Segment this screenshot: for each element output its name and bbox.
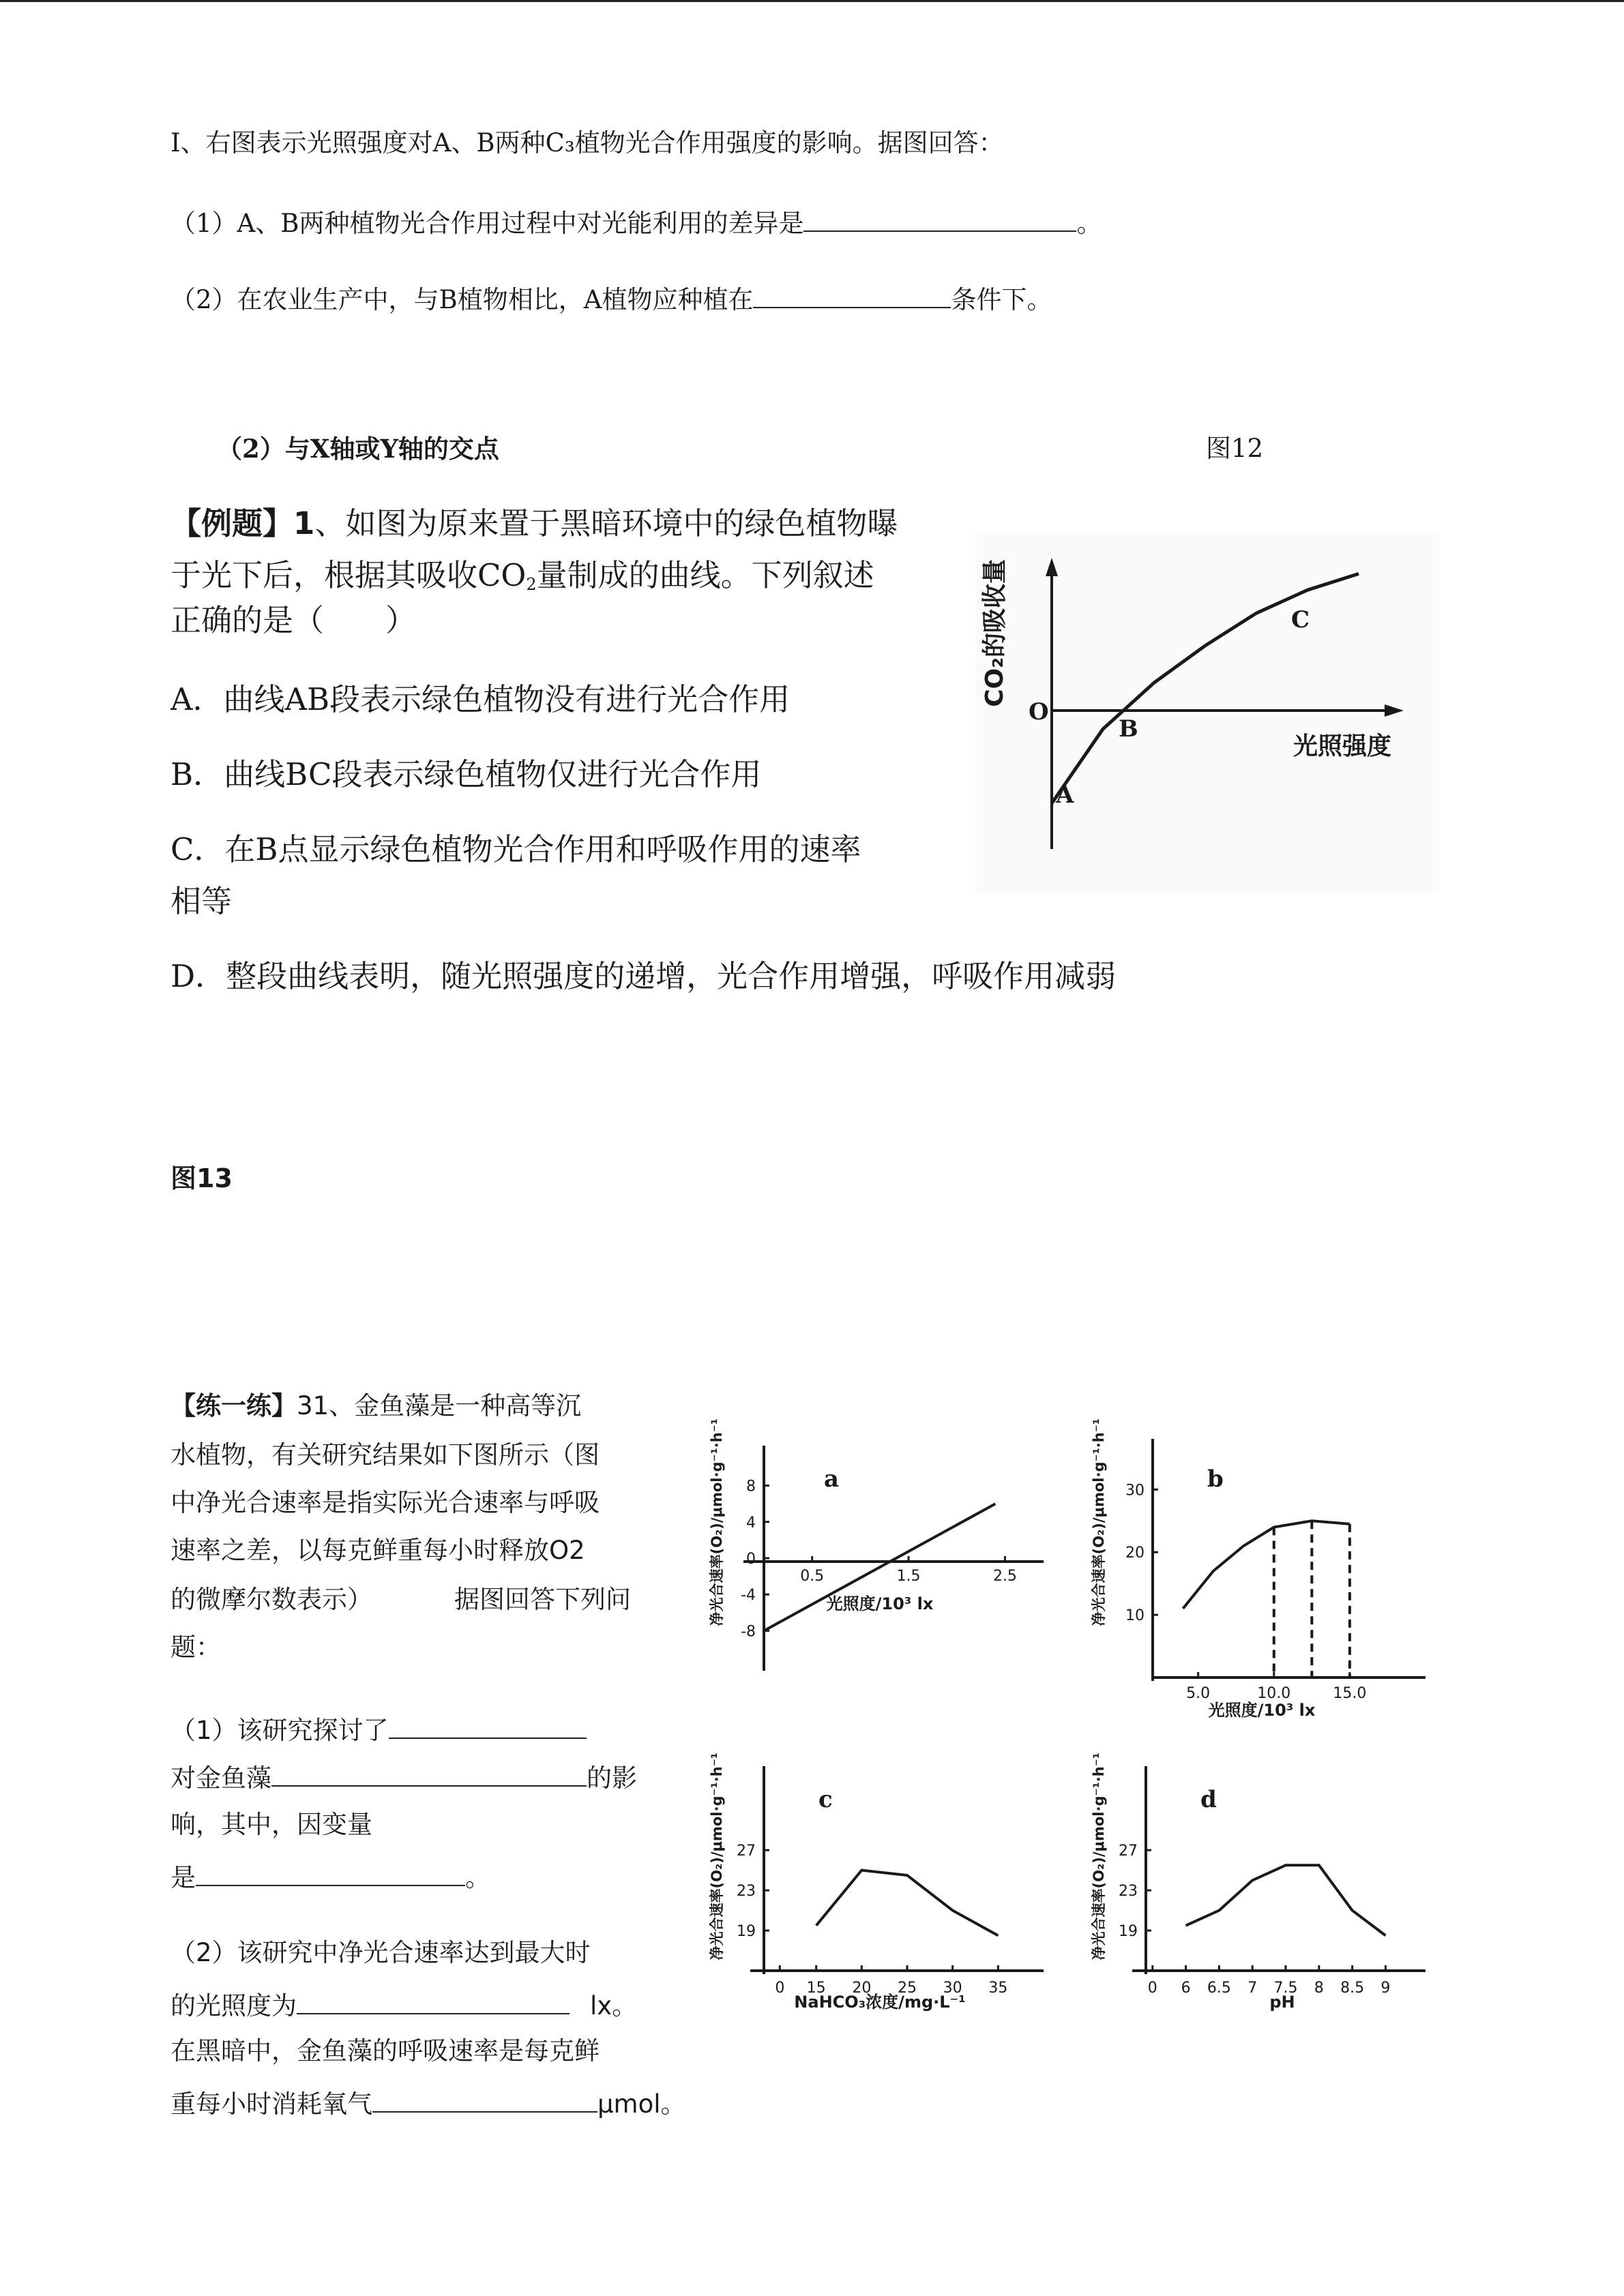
panel-a-ylabel: 净光合速率(O₂)/μmol·g⁻¹·h⁻¹ [709, 1418, 725, 1626]
y-axis-label: CO₂的吸收量 [981, 559, 1009, 707]
x-tick-label: 25 [898, 1980, 917, 1997]
y-tick-label: 27 [737, 1843, 756, 1860]
y-tick-label: 0 [746, 1551, 756, 1568]
practice-q1-line-1: （1）该研究探讨了 [171, 1710, 587, 1747]
option-c-continued: 相等 [171, 883, 233, 919]
x-tick-label: 8 [1314, 1980, 1324, 1997]
x-tick-label: 20 [852, 1980, 872, 1997]
answer-blank[interactable] [753, 280, 951, 308]
y-tick-label: 4 [746, 1514, 756, 1532]
y-tick-label: 19 [1119, 1923, 1138, 1941]
panel-b-letter: b [1207, 1465, 1224, 1493]
answer-blank[interactable] [389, 1710, 587, 1739]
x-tick-label: 35 [988, 1980, 1008, 1997]
series-line [1186, 1865, 1386, 1935]
option-a: A．曲线AB段表示绿色植物没有进行光合作用 [171, 681, 791, 717]
x-tick-label: 1.5 [896, 1568, 921, 1585]
answer-blank[interactable] [372, 2084, 597, 2113]
chart-panel-b [1084, 1405, 1453, 1732]
example-line-3: 正确的是（ ） [171, 602, 417, 638]
panel-b-xlabel: 光照度/10³ lx [1208, 1701, 1316, 1720]
x-tick-label: 0 [1147, 1980, 1157, 1997]
point-b-label: B [1119, 715, 1138, 743]
answer-blank[interactable] [803, 203, 1076, 232]
practice-line-5: 的微摩尔数表示） 据图回答下列问 [171, 1585, 631, 1614]
section1-intro: Ⅰ、右图表示光照强度对A、B两种C₃植物光合作用强度的影响。据图回答： [171, 128, 1004, 158]
figure-12-chart [975, 532, 1439, 893]
practice-q2-line-1: （2）该研究中净光合速率达到最大时 [171, 1938, 591, 1967]
x-axis-label: 光照强度 [1293, 732, 1391, 760]
y-tick-label: -8 [741, 1623, 756, 1641]
chart-panel-a [703, 1405, 1071, 1698]
practice-line-6: 题： [171, 1632, 221, 1662]
practice-q1-line-4: 是 。 [171, 1858, 490, 1894]
y-tick-label: 27 [1119, 1843, 1138, 1860]
option-d: D．整段曲线表明，随光照强度的递增，光合作用增强，呼吸作用减弱 [171, 958, 1117, 994]
chart-panel-c [703, 1739, 1071, 2025]
answer-blank[interactable] [297, 1986, 570, 2014]
panel-c-ylabel: 净光合速率(O₂)/μmol·g⁻¹·h⁻¹ [709, 1753, 725, 1960]
y-tick-label: 10 [1125, 1607, 1145, 1625]
section1-question-2: （2）在农业生产中，与B植物相比，A植物应种植在 条件下。 [171, 280, 1052, 316]
x-tick-label: 6.5 [1207, 1980, 1231, 1997]
practice-line-1: 【练一练】31、金鱼藻是一种高等沉 [171, 1391, 582, 1420]
x-tick-label: 10.0 [1257, 1685, 1291, 1702]
x-tick-label: 15.0 [1333, 1685, 1367, 1702]
option-b: B．曲线BC段表示绿色植物仅进行光合作用 [171, 756, 762, 792]
x-tick-label: 9 [1381, 1980, 1391, 1997]
practice-q2-line-4: 重每小时消耗氧气 μmol。 [171, 2084, 686, 2121]
practice-q1-line-3: 响，其中，因变量 [171, 1810, 372, 1839]
section-heading: （2）与X轴或Y轴的交点 [217, 434, 499, 464]
x-tick-label: 15 [806, 1980, 826, 1997]
panel-d-letter: d [1200, 1786, 1217, 1813]
section1-question-1: （1）A、B两种植物光合作用过程中对光能利用的差异是 。 [171, 203, 1102, 240]
chart-panel-d [1084, 1739, 1453, 2025]
practice-line-4: 速率之差，以每克鲜重每小时释放O2 [171, 1536, 585, 1565]
panel-b-ylabel: 净光合速率(O₂)/μmol·g⁻¹·h⁻¹ [1091, 1418, 1107, 1626]
y-tick-label: -4 [741, 1587, 756, 1605]
figure-12-label: 图12 [1206, 434, 1264, 463]
practice-line-3: 中净光合速率是指实际光合速率与呼吸 [171, 1488, 600, 1517]
panel-a-letter: a [824, 1465, 840, 1493]
y-tick-label: 23 [737, 1883, 756, 1900]
answer-blank[interactable] [196, 1858, 465, 1886]
practice-q2-line-2: 的光照度为 lx。 [171, 1986, 637, 2023]
point-a-label: A [1056, 781, 1074, 809]
panel-a-xlabel: 光照度/10³ lx [826, 1594, 934, 1613]
x-tick-label: 7.5 [1273, 1980, 1298, 1997]
figure-13-label: 图13 [171, 1163, 233, 1193]
point-c-label: C [1291, 606, 1310, 633]
x-tick-label: 8.5 [1340, 1980, 1365, 1997]
y-tick-label: 30 [1125, 1482, 1145, 1500]
panel-c-xlabel: NaHCO₃浓度/mg·L⁻¹ [794, 1993, 966, 2012]
y-tick-label: 19 [737, 1923, 756, 1941]
practice-q1-line-2: 对金鱼藻 的影 [171, 1758, 637, 1795]
example-line-2: 于光下后，根据其吸收$CO_2$量制成的曲线。下列叙述 [171, 557, 874, 594]
example-line-1: 【例题】1、如图为原来置于黑暗环境中的绿色植物曝 [171, 505, 898, 541]
y-tick-label: 23 [1119, 1883, 1138, 1900]
x-tick-label: 7 [1247, 1980, 1258, 1997]
page-top-border [0, 0, 1624, 2]
panel-d-xlabel: pH [1269, 1993, 1295, 2012]
panel-d-ylabel: 净光合速率(O₂)/μmol·g⁻¹·h⁻¹ [1091, 1753, 1107, 1960]
practice-q2-line-3: 在黑暗中，金鱼藻的呼吸速率是每克鲜 [171, 2036, 600, 2066]
option-c: C．在B点显示绿色植物光合作用和呼吸作用的速率 [171, 831, 861, 867]
series-line [1183, 1521, 1350, 1609]
panel-c-letter: c [818, 1786, 833, 1813]
x-tick-label: 0.5 [800, 1568, 825, 1585]
x-tick-label: 5.0 [1186, 1685, 1211, 1702]
y-tick-label: 20 [1125, 1545, 1145, 1562]
answer-blank[interactable] [271, 1758, 587, 1787]
y-tick-label: 8 [746, 1478, 756, 1495]
practice-line-2: 水植物，有关研究结果如下图所示（图 [171, 1440, 600, 1470]
origin-label: O [1029, 698, 1049, 726]
x-tick-label: 6 [1181, 1980, 1191, 1997]
series-line [816, 1870, 999, 1936]
x-tick-label: 0 [775, 1980, 785, 1997]
x-tick-label: 2.5 [992, 1568, 1017, 1585]
x-tick-label: 30 [943, 1980, 962, 1997]
